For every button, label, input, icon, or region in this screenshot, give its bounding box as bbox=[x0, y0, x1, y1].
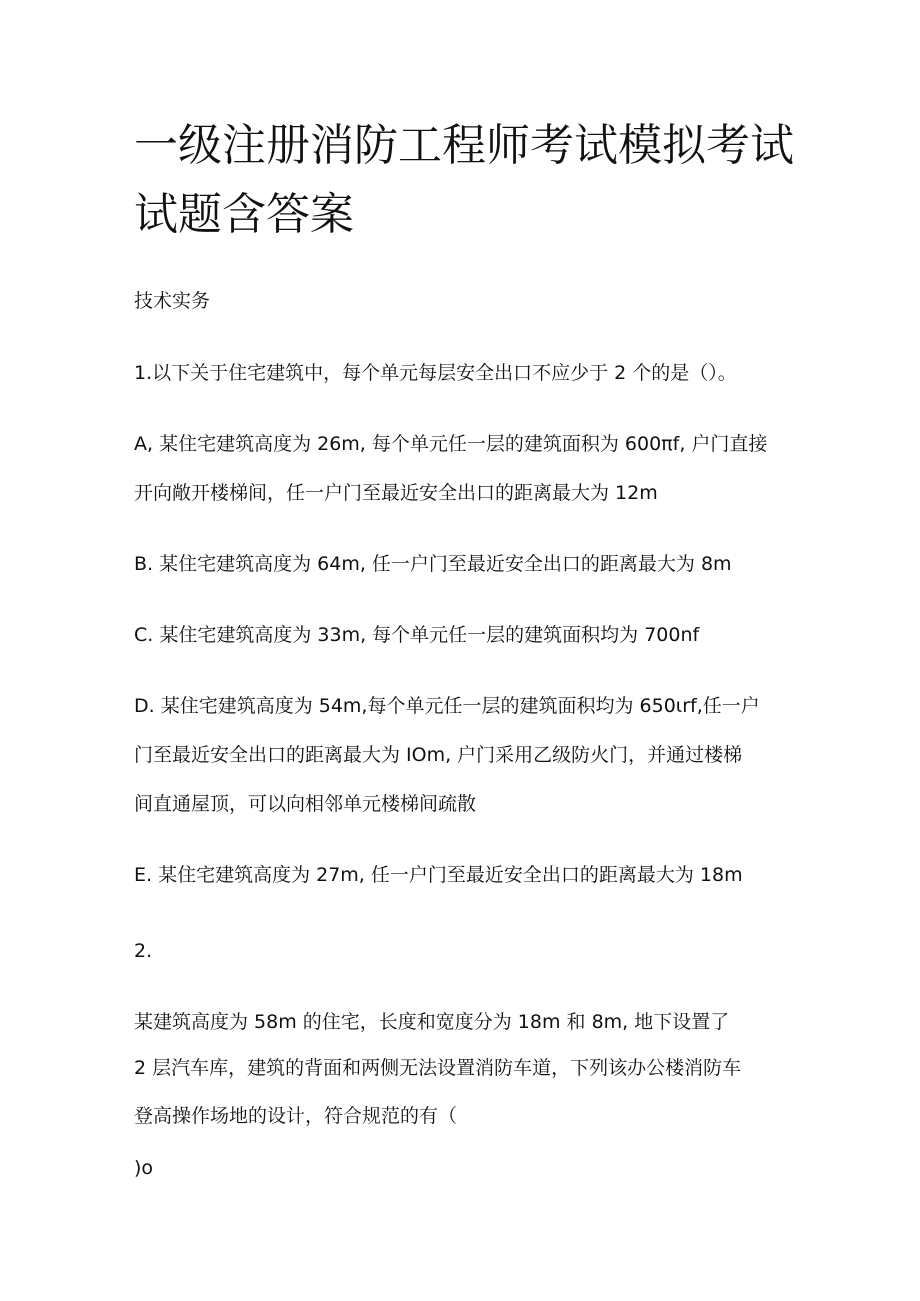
question-1-option-d-line-2: 门至最近安全出口的距离最大为 IOm, 户门采用乙级防火门，并通过楼梯 bbox=[134, 744, 743, 766]
document-title-line-2: 试题含答案 bbox=[134, 189, 354, 240]
question-2-stem-line-1: 某建筑高度为 58m 的住宅，长度和宽度分为 18m 和 8m, 地下设置了 bbox=[134, 1011, 730, 1033]
question-1-option-a-line-1: A, 某住宅建筑高度为 26m, 每个单元任一层的建筑面积为 600πf, 户门直接 bbox=[134, 433, 768, 455]
question-1-stem: 1.以下关于住宅建筑中，每个单元每层安全出口不应少于 2 个的是（）。 bbox=[134, 362, 737, 384]
question-1-option-b: B. 某住宅建筑高度为 64m, 任一户门至最近安全出口的距离最大为 8m bbox=[134, 553, 732, 575]
question-2-stem-line-2: 2 层汽车库，建筑的背面和两侧无法设置消防车道，下列该办公楼消防车 bbox=[134, 1057, 742, 1079]
question-2-stem-line-3: 登高操作场地的设计，符合规范的有（ bbox=[134, 1105, 458, 1127]
question-1-option-e: E. 某住宅建筑高度为 27m, 任一户门至最近安全出口的距离最大为 18m bbox=[134, 864, 743, 886]
question-2-stem-line-4: )o bbox=[134, 1157, 154, 1179]
question-2-number: 2. bbox=[134, 940, 153, 962]
document-title-line-1: 一级注册消防工程师考试模拟考试 bbox=[134, 120, 794, 171]
question-1-option-d-line-3: 间直通屋顶，可以向相邻单元楼梯间疏散 bbox=[134, 793, 477, 815]
question-1-option-d-line-1: D. 某住宅建筑高度为 54m,每个单元任一层的建筑面积均为 650ιrf,任一户 bbox=[134, 695, 760, 717]
section-heading: 技术实务 bbox=[134, 290, 211, 312]
question-1-option-c: C. 某住宅建筑高度为 33m, 每个单元任一层的建筑面积均为 700nf bbox=[134, 624, 700, 646]
question-1-option-a-line-2: 开向敞开楼梯间，任一户门至最近安全出口的距离最大为 12m bbox=[134, 482, 658, 504]
